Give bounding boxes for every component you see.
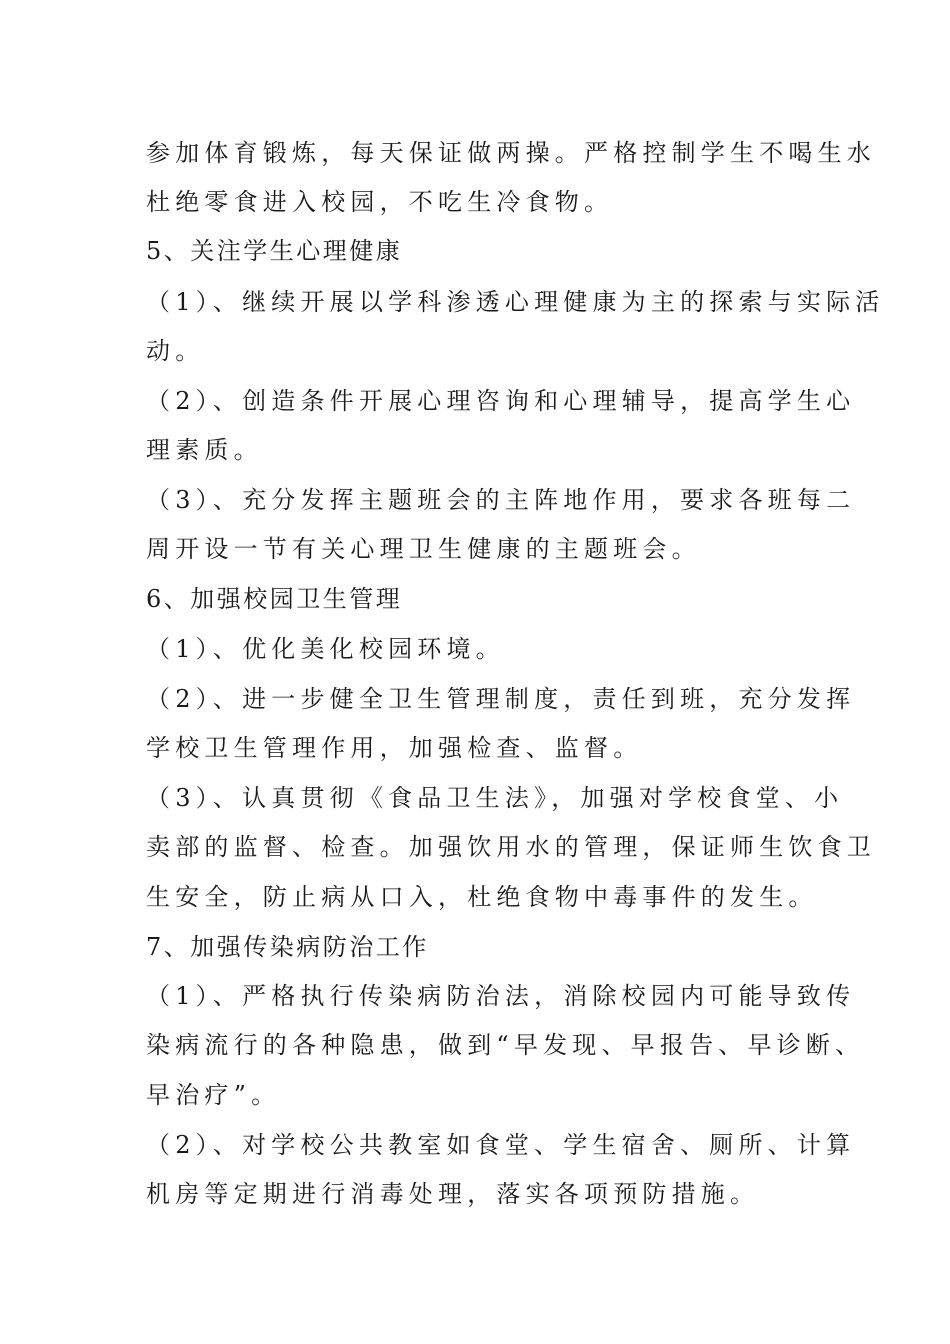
text-line: 参加体育锻炼，每天保证做两操。严格控制学生不喝生水: [146, 139, 876, 167]
text-line: 机房等定期进行消毒处理，落实各项预防措施。: [146, 1180, 760, 1208]
text-line: 理素质。: [146, 436, 263, 464]
text-line: （2）、对学校公共教室如食堂、学生宿舍、厕所、计算: [146, 1131, 856, 1159]
text-line: （1）、优化美化校园环境。: [146, 635, 505, 663]
text-line: （1）、继续开展以学科渗透心理健康为主的探索与实际活: [146, 288, 885, 316]
text-line: 学校卫生管理作用，加强检查、监督。: [146, 734, 643, 762]
section-heading: 5、关注学生心理健康: [146, 237, 403, 265]
text-line: 早治疗”。: [146, 1081, 281, 1109]
text-line: （3）、充分发挥主题班会的主阵地作用，要求各班每二: [146, 486, 856, 514]
text-line: 动。: [146, 337, 205, 365]
text-line: （2）、进一步健全卫生管理制度，责任到班，充分发挥: [146, 685, 856, 713]
text-line: （3）、认真贯彻《食品卫生法》，加强对学校食堂、小: [146, 784, 844, 812]
text-line: 卖部的监督、检查。加强饮用水的管理，保证师生饮食卫: [146, 833, 876, 861]
text-line: 周开设一节有关心理卫生健康的主题班会。: [146, 535, 701, 563]
section-heading: 7、加强传染病防治工作: [146, 933, 429, 961]
text-line: 染病流行的各种隐患，做到“早发现、早报告、早诊断、: [146, 1031, 865, 1059]
section-heading: 6、加强校园卫生管理: [146, 585, 403, 613]
text-line: 杜绝零食进入校园，不吃生冷食物。: [146, 188, 614, 216]
text-line: （2）、创造条件开展心理咨询和心理辅导，提高学生心: [146, 387, 856, 415]
text-line: 生安全，防止病从口入，杜绝食物中毒事件的发生。: [146, 883, 818, 911]
text-line: （1）、严格执行传染病防治法，消除校园内可能导致传: [146, 982, 856, 1010]
